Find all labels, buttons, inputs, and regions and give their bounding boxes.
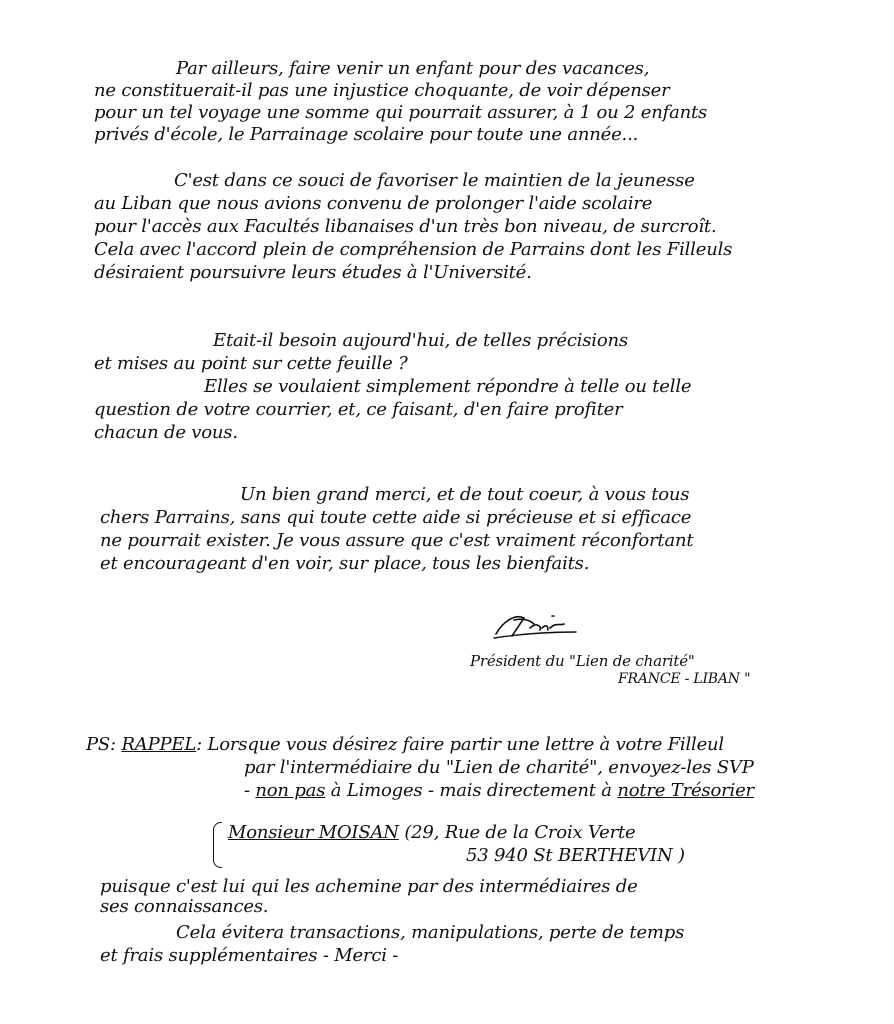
signature-title: Président du "Lien de charité" <box>470 652 695 670</box>
signature-org: FRANCE - LIBAN " <box>618 671 751 687</box>
ps-tresorier: notre Trésorier <box>617 780 754 801</box>
address-line-2: 53 940 St BERTHEVIN ) <box>466 845 685 866</box>
ps-rappel: RAPPEL <box>121 734 197 755</box>
p4-line-3: ne pourrait exister. Je vous assure que c'est vraiment réconfortant <box>100 530 694 551</box>
p2-line-1: C'est dans ce souci de favoriser le maintien de la jeunesse <box>174 170 695 191</box>
ps-after-4: et frais supplémentaires - Merci - <box>100 945 399 966</box>
address-line-1 <box>228 822 635 844</box>
ps-line-3 <box>244 780 754 802</box>
address-street: (29, Rue de la Croix Verte <box>398 822 636 843</box>
ps-dash: - <box>244 780 256 801</box>
p3-line-4: question de votre courrier, et, ce faisant, d'en faire profiter <box>94 399 623 420</box>
p2-line-5: désiraient poursuivre leurs études à l'Université. <box>94 262 532 283</box>
ps-after-2: ses connaissances. <box>100 896 269 917</box>
p4-line-1: Un bien grand merci, et de tout coeur, à vous tous <box>240 484 690 505</box>
ps-line-2: par l'intermédiaire du "Lien de charité", envoyez-les SVP <box>244 757 754 778</box>
handwritten-signature <box>490 608 580 644</box>
p3-line-3: Elles se voulaient simplement répondre à telle ou telle <box>204 376 692 397</box>
p4-line-2: chers Parrains, sans qui toute cette aide si précieuse et si efficace <box>100 507 692 528</box>
p1-line-1: Par ailleurs, faire venir un enfant pour des vacances, <box>176 58 650 79</box>
ps-limoges: à Limoges - mais directement à <box>325 780 618 801</box>
address-brace <box>213 822 222 868</box>
p3-line-2: et mises au point sur cette feuille ? <box>94 353 408 374</box>
p4-line-4: et encourageant d'en voir, sur place, tous les bienfaits. <box>100 553 590 574</box>
ps-after-3: Cela évitera transactions, manipulations, perte de temps <box>176 922 685 943</box>
p1-line-2: ne constituerait-il pas une injustice choquante, de voir dépenser <box>94 80 670 101</box>
ps-prefix: PS: <box>86 734 116 755</box>
p1-line-3: pour un tel voyage une somme qui pourrait assurer, à 1 ou 2 enfants <box>94 102 708 123</box>
ps-text-1: : Lorsque vous désirez faire partir une lettre à votre Filleul <box>196 734 724 755</box>
p2-line-3: pour l'accès aux Facultés libanaises d'un très bon niveau, de surcroît. <box>94 216 717 237</box>
p3-line-1: Etait-il besoin aujourd'hui, de telles précisions <box>213 330 628 351</box>
p3-line-5: chacun de vous. <box>94 422 238 443</box>
ps-after-1: puisque c'est lui qui les achemine par des intermédiaires de <box>100 876 638 897</box>
p1-line-4: privés d'école, le Parrainage scolaire pour toute une année... <box>94 124 639 145</box>
ps-non-pas: non pas <box>255 780 326 801</box>
ps-line-1 <box>86 734 724 756</box>
address-name: Monsieur MOISAN <box>228 822 399 843</box>
p2-line-4: Cela avec l'accord plein de compréhension de Parrains dont les Filleuls <box>94 239 733 260</box>
p2-line-2: au Liban que nous avions convenu de prolonger l'aide scolaire <box>94 193 653 214</box>
